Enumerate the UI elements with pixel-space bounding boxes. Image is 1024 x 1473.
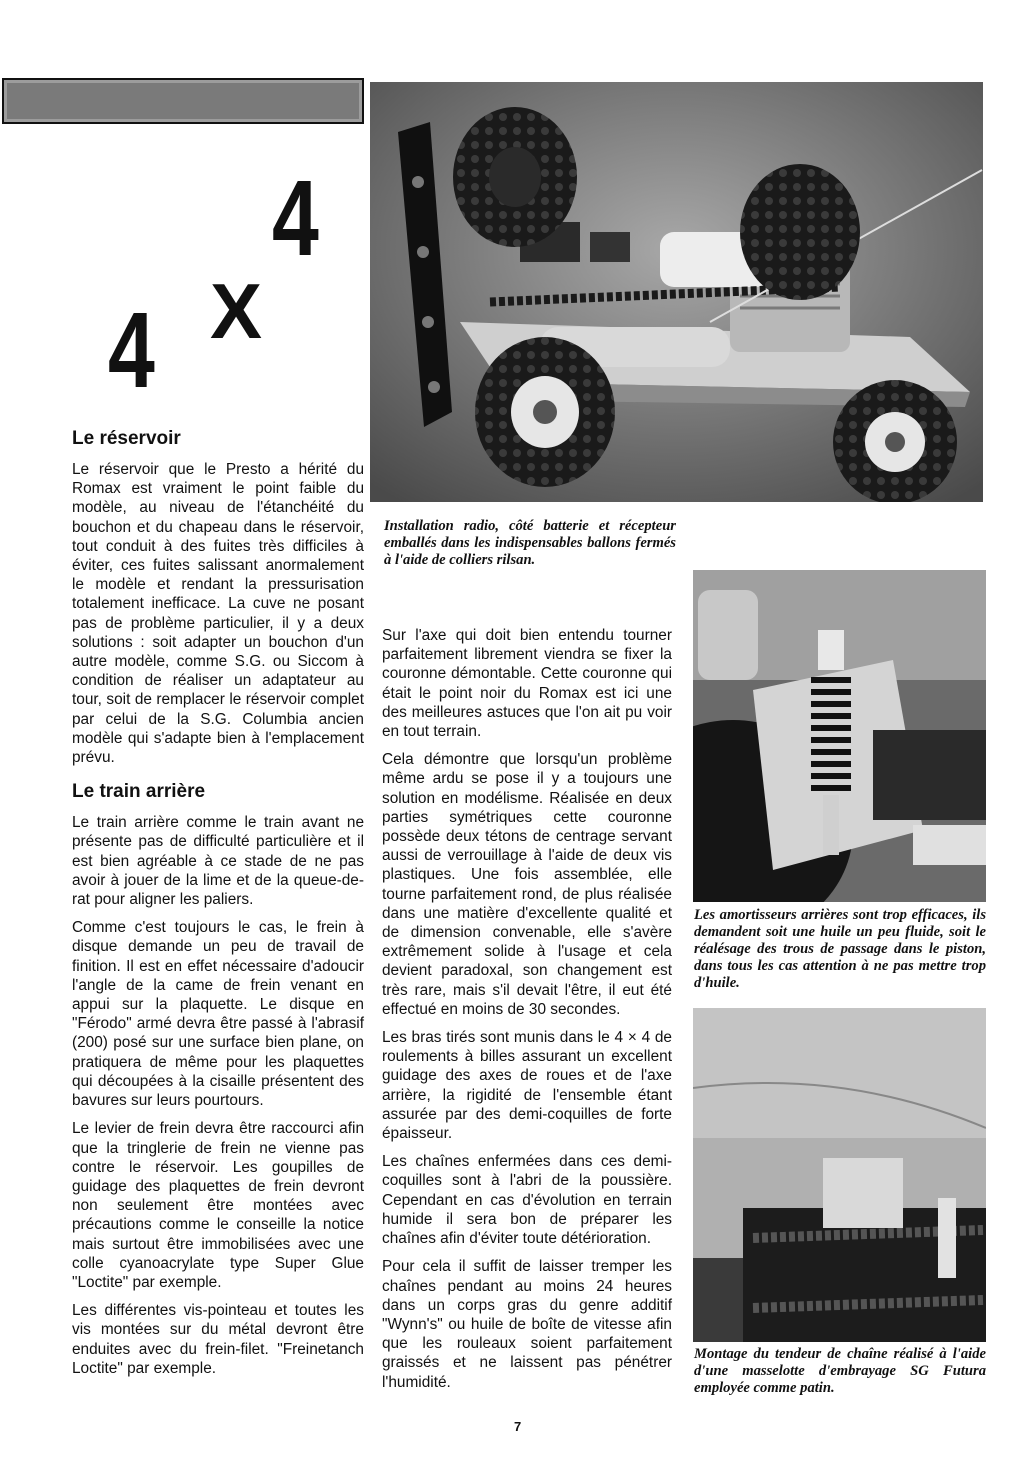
paragraph: Sur l'axe qui doit bien entendu tourner parfaitement librement viendra se fixer la couronne démontable. Cette couronne qui était le point noir du Romax est ici une des meilleures astuces que l'on ait pu voir en tout terrain. — [382, 627, 672, 741]
paragraph: Le réservoir que le Presto a hérité du Romax est vraiment le point faible du modèle, au niveau de l'étanchéité du bouchon et du chapeau dans le réservoir, tout conduit à des fuites très difficiles à éviter, ces fuites salissant anormalement le modèle et rendant la pressurisation totalement inefficace. La cuve ne posant pas de problème particulier, il y a deux solutions : soit adapter un bouchon d'un autre modèle, comme S.G. ou Siccom à condition de réaliser un adaptateur au tour, soit de remplacer le réservoir complet par celui de la S.G. Columbia ancien modèle qui s'adapte bien à l'emplacement prévu. — [72, 461, 364, 767]
paragraph: Les chaînes enfermées dans ces demi-coquilles sont à l'abri de la poussière. Cependant en cas d'évolution en terrain humide il sera bon de préparer les chaînes afin d'éviter toute détérioration. — [382, 1153, 672, 1248]
paragraph: Le levier de frein devra être raccourci afin que la tringlerie de frein ne vienne pas contre le réservoir. Les goupilles de guidage des plaquettes de frein devront non seulement être montées avec précautions comme le conseille la notice mais surtout être immobilisées avec une colle cyanoacrylate type Super Glue "Loctite" par exemple. — [72, 1120, 364, 1291]
title-number-bottom: 4 — [108, 289, 155, 410]
paragraph: Le train arrière comme le train avant ne présente pas de difficulté particulière et il est bien agréable à ce stade de ne pas avoir à jouer de la lime et de la queue-de-rat pour aligner les paliers. — [72, 814, 364, 909]
caption-chain-photo: Montage du tendeur de chaîne réalisé à l'aide d'une masselotte d'embrayage SG Futura employée comme patin. — [694, 1346, 986, 1396]
caption-main-photo: Installation radio, côté batterie et récepteur emballés dans les indispensables ballons fermés à l'aide de colliers rilsan. — [384, 518, 676, 568]
paragraph: Comme c'est toujours le cas, le frein à disque demande un peu de travail de finition. Il est en effet nécessaire d'adoucir l'angle de la came de frein venant en appui sur la plaquette. Le disque en "Férodo" armé devra être passé à l'abrasif (200) posé sur une surface bien plane, on pratiquera de même pour les plaquettes qui découpées à la cisaille présentent des bavures sur leurs pourtours. — [72, 919, 364, 1110]
photo-shock-absorber — [693, 570, 986, 902]
caption-shock-photo: Les amortisseurs arrières sont trop efficaces, ils demandent soit une huile un peu fluide, soit le réalésage des trous de passage dans le piston, dans tous les cas attention à ne pas mettre trop d'huile. — [694, 907, 986, 991]
title-number-top: 4 — [272, 157, 319, 278]
column-left — [72, 428, 364, 1387]
paragraph: Cela démontre que lorsqu'un problème même ardu se pose il y a toujours une solution en modélisme. Réalisée en deux parties symétriques cette couronne possède deux tétons de centrage servant aussi de verrouillage à l'aide de deux vis plastiques. Une fois assemblée, elle tourne parfaitement rond, de plus réalisée dans une matière d'excellente qualité et de dimension convenable, elle s'avère extrêmement solide à l'usage et cela devient paradoxal, son changement est très rare, mais s'il devait l'être, il eut été effectué en moins de 30 secondes. — [382, 751, 672, 1018]
paragraph: Les bras tirés sont munis dans le 4 × 4 de roulements à billes assurant un excellent guidage des axes de roues et de l'axe arrière, la rigidité de l'ensemble étant assurée par des demi-coquilles de forte épaisseur. — [382, 1029, 672, 1143]
title-multiply-sign: X — [210, 267, 263, 355]
heading-train-arriere: Le train arrière — [72, 781, 206, 803]
page-number: 7 — [514, 1419, 522, 1434]
photo-buggy-chassis — [370, 82, 983, 502]
header-bar — [2, 78, 364, 124]
photo-chain-tensioner — [693, 1008, 986, 1342]
paragraph: Les différentes vis-pointeau et toutes les vis montées sur du métal devront être enduites avec du frein-filet. "Freinetanch Loctite" par exemple. — [72, 1302, 364, 1377]
heading-reservoir: Le réservoir — [72, 428, 181, 449]
paragraph: Pour cela il suffit de laisser tremper les chaînes pendant au moins 24 heures dans un corps gras du genre additif "Wynn's" ou huile de boîte de vitesse afin que les rouleaux soient parfaitement graissés et ne laissent pas pénétrer l'humidité. — [382, 1258, 672, 1391]
column-middle — [382, 626, 672, 1401]
